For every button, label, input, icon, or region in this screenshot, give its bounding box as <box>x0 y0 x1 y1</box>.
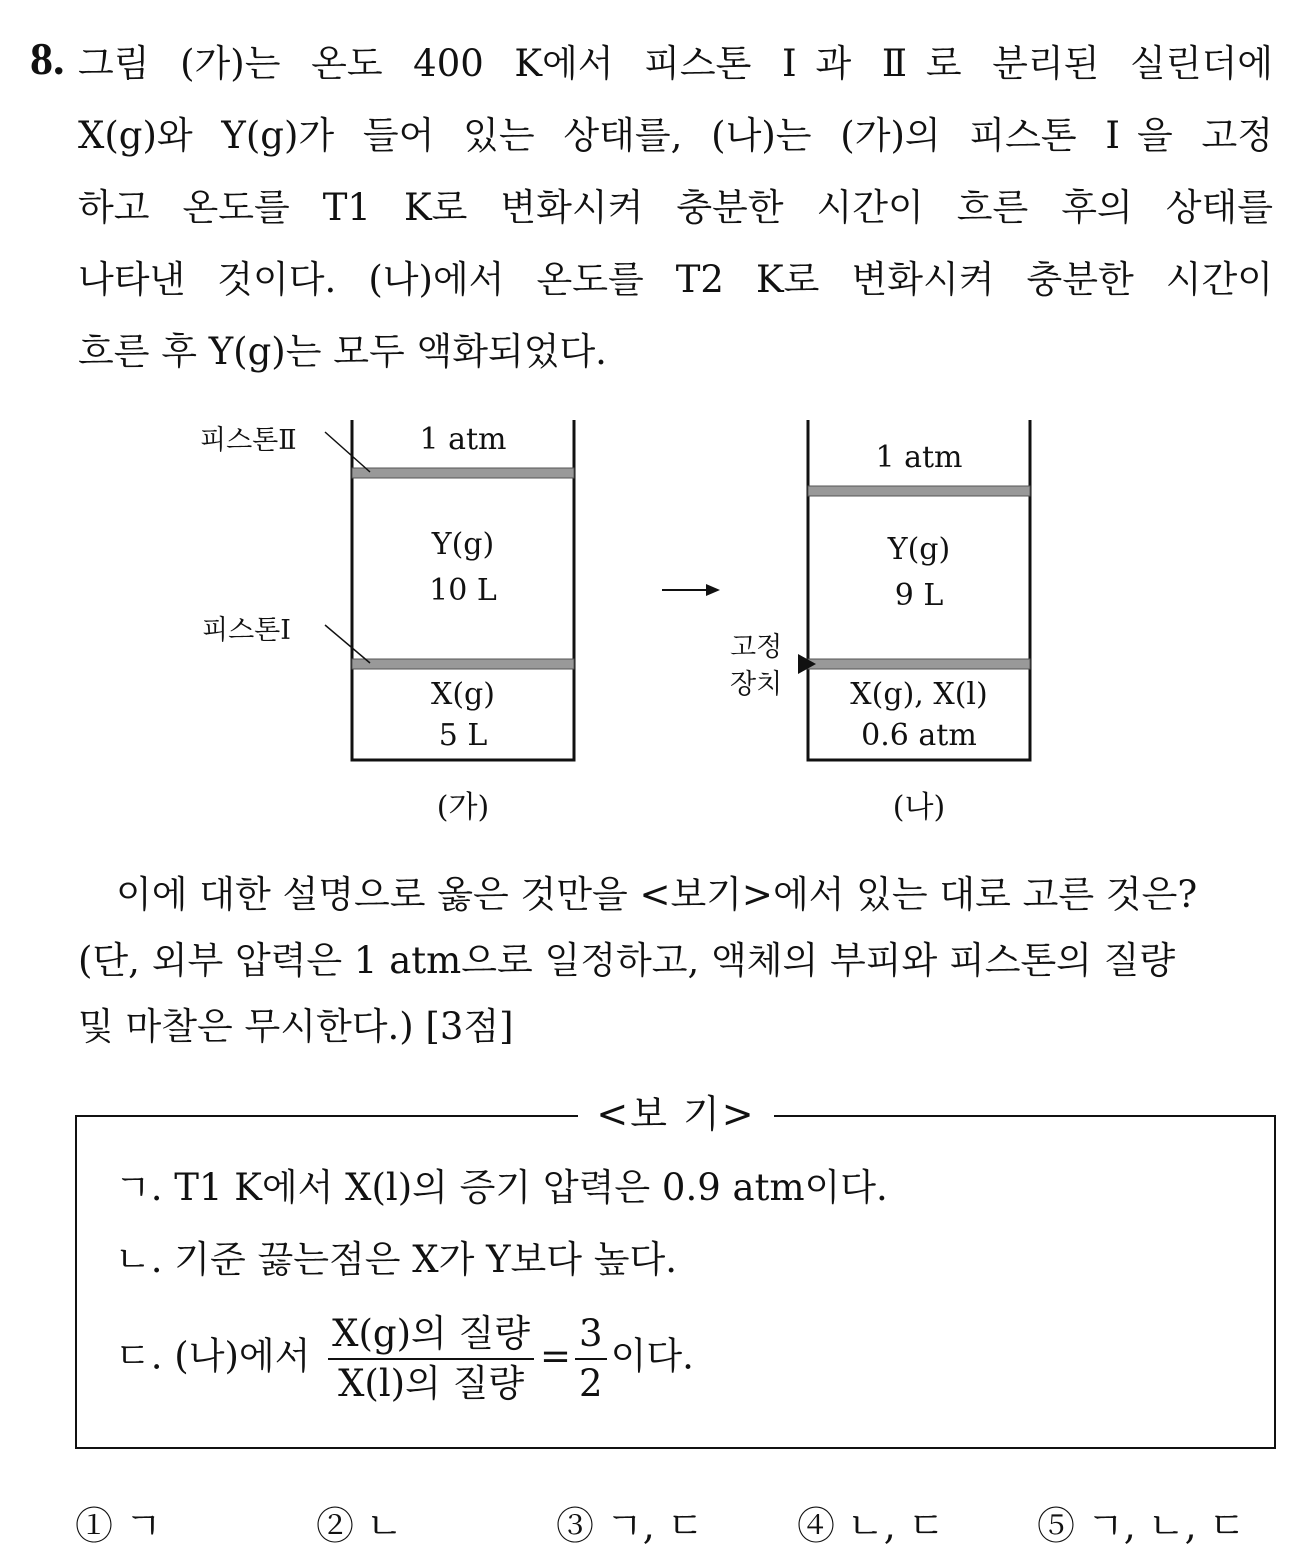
value-fraction <box>575 1310 607 1408</box>
ga-lower-gas: X(g) <box>431 677 495 712</box>
stem-line-2: X(g)와 Y(g)가 들어 있는 상태를, (나)는 (가)의 피스톤 Ⅰ을 고정 <box>78 114 1273 157</box>
piston-2 <box>352 468 574 478</box>
arrow-icon <box>662 584 720 596</box>
stem-line-5: 흐른 후 Y(g)는 모두 액화되었다. <box>78 330 607 373</box>
item-c-prefix: ㄷ. (나)에서 <box>115 1334 311 1378</box>
ga-upper-volume: 10 L <box>429 573 497 608</box>
piston-1-fixed <box>808 659 1030 669</box>
question-ask <box>78 862 1273 1060</box>
fraction-numerator: X(g)의 질량 <box>328 1310 534 1360</box>
ask-line-1: 이에 대한 설명으로 옳은 것만을 <보기>에서 있는 대로 고른 것은? <box>116 873 1198 916</box>
value-denominator: 2 <box>579 1362 603 1405</box>
question-number: 8. <box>30 33 65 84</box>
na-caption: (나) <box>892 790 946 825</box>
choice-2[interactable]: ② ㄴ <box>316 1504 403 1548</box>
piston-2-label: 피스톤Ⅱ <box>200 425 297 456</box>
piston-1-pointer <box>325 625 370 663</box>
piston-2-moved <box>808 486 1030 496</box>
equals-sign: = <box>540 1334 572 1378</box>
piston-1-label: 피스톤Ⅰ <box>202 615 291 646</box>
ask-line-2: (단, 외부 압력은 1 atm으로 일정하고, 액체의 부피와 피스톤의 질량 <box>78 939 1176 982</box>
na-top-pressure: 1 atm <box>875 440 963 475</box>
cylinder-figure <box>0 410 1315 870</box>
question-stem <box>78 28 1273 388</box>
bogi-item-a: ㄱ. T1 K에서 X(l)의 증기 압력은 0.9 atm이다. <box>115 1166 888 1209</box>
bogi-title: <보 기> <box>578 1090 774 1138</box>
ga-upper-gas: Y(g) <box>431 527 495 562</box>
fix-label-1: 고정 <box>730 632 783 663</box>
choice-3[interactable]: ③ ㄱ, ㄷ <box>556 1504 704 1548</box>
stem-line-3: 하고 온도를 T1 K로 변화시켜 충분한 시간이 흐른 후의 상태를 <box>78 186 1273 229</box>
ga-lower-volume: 5 L <box>438 718 488 753</box>
na-lower-content: X(g), X(l) <box>850 677 988 712</box>
ga-caption: (가) <box>436 790 490 825</box>
na-upper-volume: 9 L <box>894 578 944 613</box>
choice-4[interactable]: ④ ㄴ, ㄷ <box>797 1504 945 1548</box>
na-upper-gas: Y(g) <box>887 532 951 567</box>
choice-5[interactable]: ⑤ ㄱ, ㄴ, ㄷ <box>1037 1504 1246 1548</box>
ask-line-3: 및 마찰은 무시한다.) [3점] <box>78 1005 514 1048</box>
choice-1[interactable]: ① ㄱ <box>75 1504 162 1548</box>
fraction-denominator: X(l)의 질량 <box>338 1362 525 1405</box>
fix-label-2: 장치 <box>730 669 783 700</box>
item-c-suffix: 이다. <box>610 1334 694 1378</box>
bogi-item-c <box>115 1310 694 1408</box>
ga-top-pressure: 1 atm <box>419 422 507 457</box>
stem-line-1: 그림 (가)는 온도 400 K에서 피스톤 Ⅰ과 Ⅱ로 분리된 실린더에 <box>78 42 1273 85</box>
mass-ratio-fraction <box>328 1310 534 1408</box>
piston-1 <box>352 659 574 669</box>
na-lower-pressure: 0.6 atm <box>861 718 977 753</box>
stem-line-4: 나타낸 것이다. (나)에서 온도를 T2 K로 변화시켜 충분한 시간이 <box>78 258 1273 301</box>
value-numerator: 3 <box>575 1310 607 1360</box>
bogi-item-b: ㄴ. 기준 끓는점은 X가 Y보다 높다. <box>115 1238 677 1281</box>
